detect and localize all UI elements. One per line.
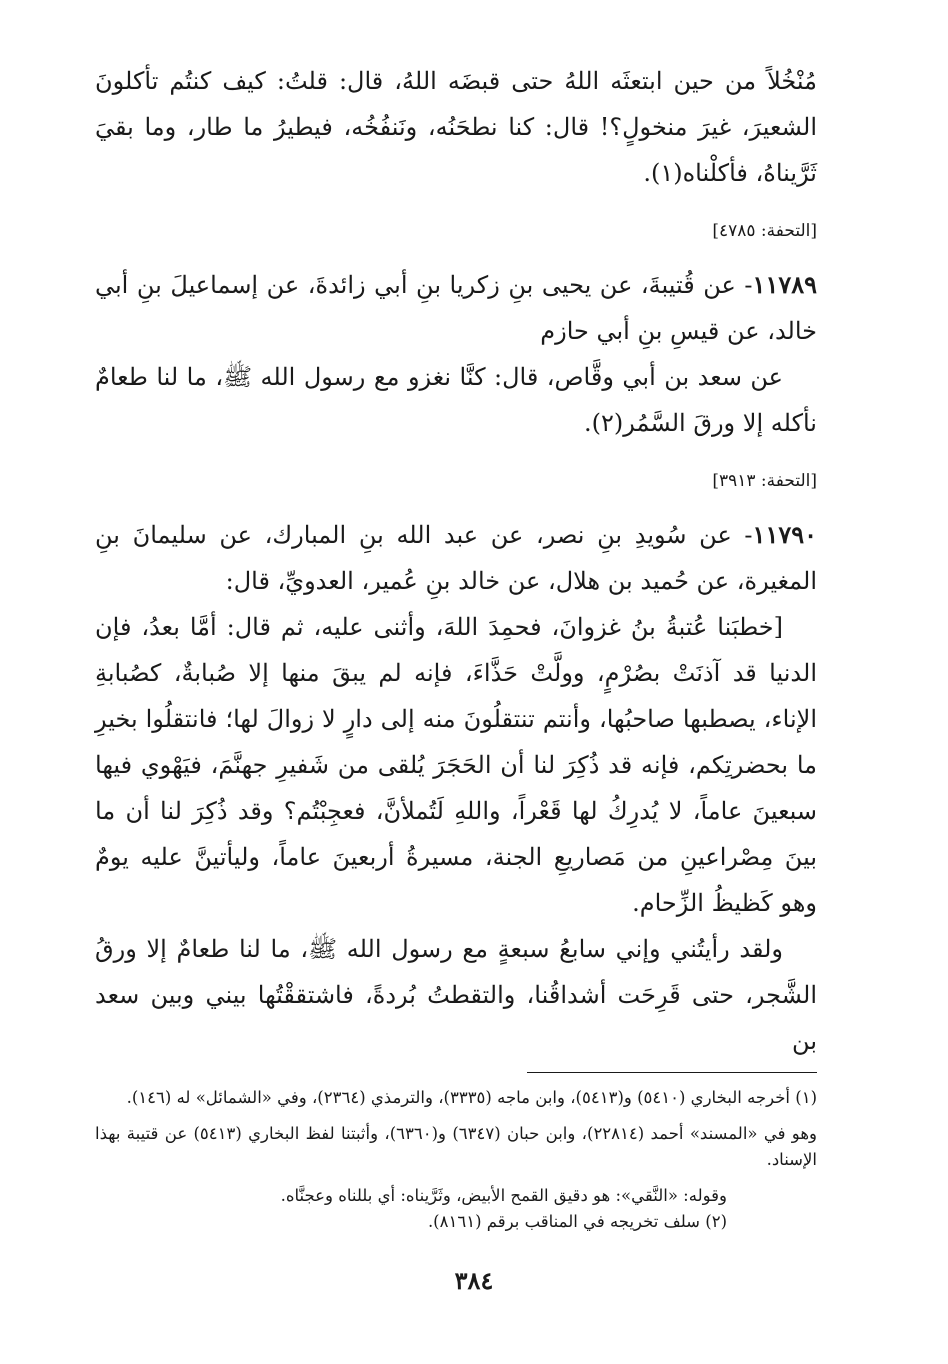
footnote: (٢) سلف تخريجه في المناقب برقم (٨١٦١). [427, 1212, 727, 1231]
tuhfa-reference: [التحفة: ٤٧٨٥] [712, 221, 817, 241]
hadith-chain [95, 512, 817, 604]
hadith-chain-text: - عن قُتيبةَ، عن يحيى بنِ زكريا بنِ أبي زائدةَ، عن إسماعيلَ بنِ أبي خالد، عن قيسِ بنِ أبي حازم [95, 271, 817, 345]
footnote: (١) أخرجه البخاري (٥٤١٠) و(٥٤١٣)، وابن ماجه (٣٣٣٥)، والترمذي (٢٣٦٤)، وفي «الشمائل» له (١٤٦). [126, 1088, 817, 1107]
page-content [95, 58, 817, 1235]
hadith-text: ولقد رأيتُني وإني سابعُ سبعةٍ مع رسول الله ﷺ، ما لنا طعامٌ إلا ورقُ الشَّجر، حتى قَرِحَت أشداقُنا، والتقطتُ بُردةً، فاشتققْتُها بيني وبين سعد بن [95, 935, 817, 1055]
footnote: وهو في «المسند» أحمد (٢٢٨١٤)، وابن حبان (٦٣٤٧) و(٦٣٦٠)، وأثبتنا لفظ البخاري (٥٤١٣) عن قتيبة بهذا الإسناد. [95, 1124, 817, 1169]
hadith-text: [خطبَنا عُتبةُ بنُ غزوانَ، فحمِدَ اللهَ، وأثنى عليه، ثم قال: أمَّا بعدُ، فإن الدنيا قد آذنَتْ بصُرْمٍ، وولَّتْ حَذَّاءَ، فإنه لم يبقَ منها إلا صُبابةٌ، كصُبابةِ الإناء، يصطبها صاحبُها، وأنتم تنتقلُونَ منه إلى دارٍ لا زوالَ لها؛ فانتقلُوا بخيرِ ما بحضرتِكم، فإنه قد ذُكِرَ لنا أن الحَجَرَ يُلقى من شَفيرِ جهنَّمَ، فيَهْوي فيها سبعينَ عاماً، لا يُدرِكُ لها قَعْراً، واللهِ لَتُملأنَّ، فعجِبْتُم؟ وقد ذُكِرَ لنا أن ما بينَ مِصْراعينِ من مَصاريعِ الجنة، مسيرةُ أربعينَ عاماً، وليأتينَّ عليه يومٌ وهو كَظيظُ الزِّحام. [95, 613, 817, 917]
footnote: وقوله: «النَّقي»: هو دقيق القمح الأبيض، وثَرَّيناه: أي بللناه وعجنَّاه. [280, 1186, 727, 1205]
hadith-chain [95, 262, 817, 354]
footnote-separator [527, 1072, 817, 1073]
tuhfa-reference: [التحفة: ٣٩١٣] [712, 471, 817, 491]
hadith-text: عن سعد بن أبي وقَّاص، قال: كنَّا نغزو مع رسول الله ﷺ، ما لنا طعامٌ نأكله إلا ورقَ السَّمُر(٢). [95, 363, 817, 437]
page-number: ٣٨٤ [454, 1266, 494, 1295]
paragraph-continuation: مُنْخُلاً من حين ابتعثَه اللهُ حتى قبضَه اللهُ، قال: قلتُ: كيف كنتُم تأكلونَ الشعيرَ، غيرَ منخولٍ؟! قال: كنا نطحَنُه، ونَنفُخُه، فيطيرُ ما طار، وما بقيَ ثَرَّيناهُ، فأكلْناه(١). [95, 67, 817, 187]
hadith-number: ١١٧٩٠ [752, 520, 817, 549]
hadith-number: ١١٧٨٩ [752, 270, 817, 299]
hadith-chain-text: - عن سُويدِ بنِ نصر، عن عبد الله بنِ المبارك، عن سليمانَ بنِ المغيرة، عن حُميد بن هلال، عن خالد بنِ عُمير، العدويِّ، قال: [95, 521, 817, 595]
